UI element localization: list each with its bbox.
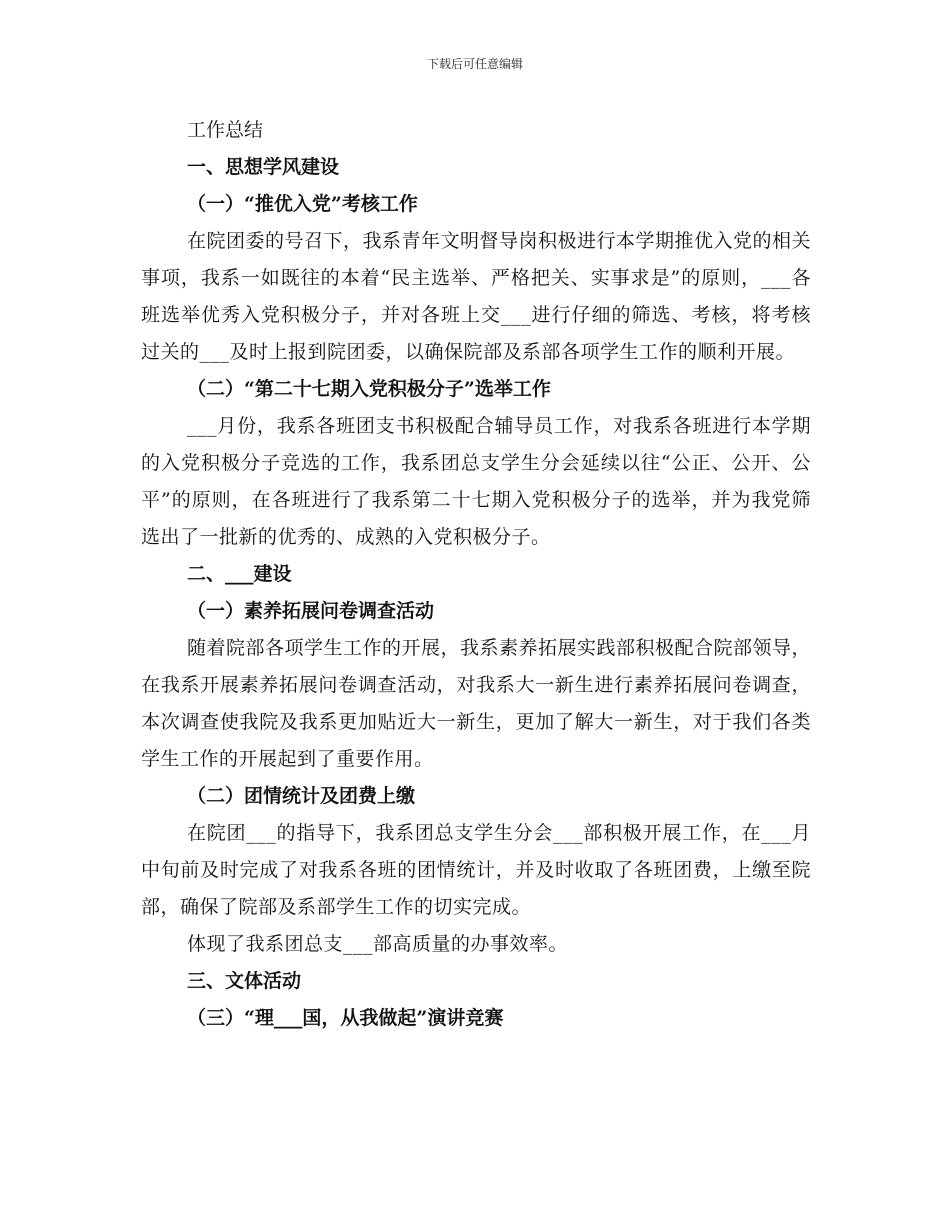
section-3-heading: 三、文体活动 bbox=[187, 970, 302, 992]
section-2-sub-2-paragraph-2: 体现了我系团总支___部高质量的办事效率。 bbox=[187, 933, 569, 955]
section-1-heading: 一、思想学风建设 bbox=[187, 156, 340, 178]
section-2-sub-1-paragraph: 随着院部各项学生工作的开展，我系素养拓展实践部积极配合院部领导，在我系开展素养拓展问卷调查活动，对我系大一新生进行素养拓展问卷调查，本次调查使我院及我系更加贴近大一新生，更加了解大一新生，对于我们各类学生工作的开展起到了重要作用。 bbox=[141, 637, 812, 770]
header-note: 下载后可任意编辑 bbox=[426, 57, 523, 71]
section-3-sub-3-heading: （三）“理___国，从我做起”演讲竞赛 bbox=[187, 1007, 504, 1029]
doc-title: 工作总结 bbox=[187, 119, 264, 141]
section-2-sub-2-heading: （二）团情统计及团费上缴 bbox=[187, 785, 416, 807]
section-1-sub-2-paragraph: ___月份，我系各班团支书积极配合辅导员工作，对我系各班进行本学期的入党积极分子竞选的工作，我系团总支学生分会延续以往“公正、公开、公平”的原则，在各班进行了我系第二十七期入党积极分子的选举，并为我党筛选出了一批新的优秀的、成熟的入党积极分子。 bbox=[141, 415, 811, 548]
section-1-sub-2-heading: （二）“第二十七期入党积极分子”选举工作 bbox=[187, 378, 551, 400]
section-2-sub-2-paragraph: 在院团___的指导下，我系团总支学生分会___部积极开展工作，在___月中旬前及时完成了对我系各班的团情统计，并及时收取了各班团费，上缴至院部，确保了院部及系部学生工作的切实完成。 bbox=[141, 822, 811, 918]
section-2-heading: 二、___建设 bbox=[187, 563, 292, 585]
document-body bbox=[141, 112, 811, 1037]
section-1-sub-1-paragraph: 在院团委的号召下，我系青年文明督导岗积极进行本学期推优入党的相关事项，我系一如既往的本着“民主选举、严格把关、实事求是”的原则，___各班选举优秀入党积极分子，并对各班上交___进行仔细的筛选、考核，将考核过关的___及时上报到院团委，以确保院部及系部各项学生工作的顺利开展。 bbox=[141, 230, 812, 363]
section-1-sub-1-heading: （一）“推优入党”考核工作 bbox=[187, 193, 418, 215]
section-2-sub-1-heading: （一）素养拓展问卷调查活动 bbox=[187, 600, 435, 622]
